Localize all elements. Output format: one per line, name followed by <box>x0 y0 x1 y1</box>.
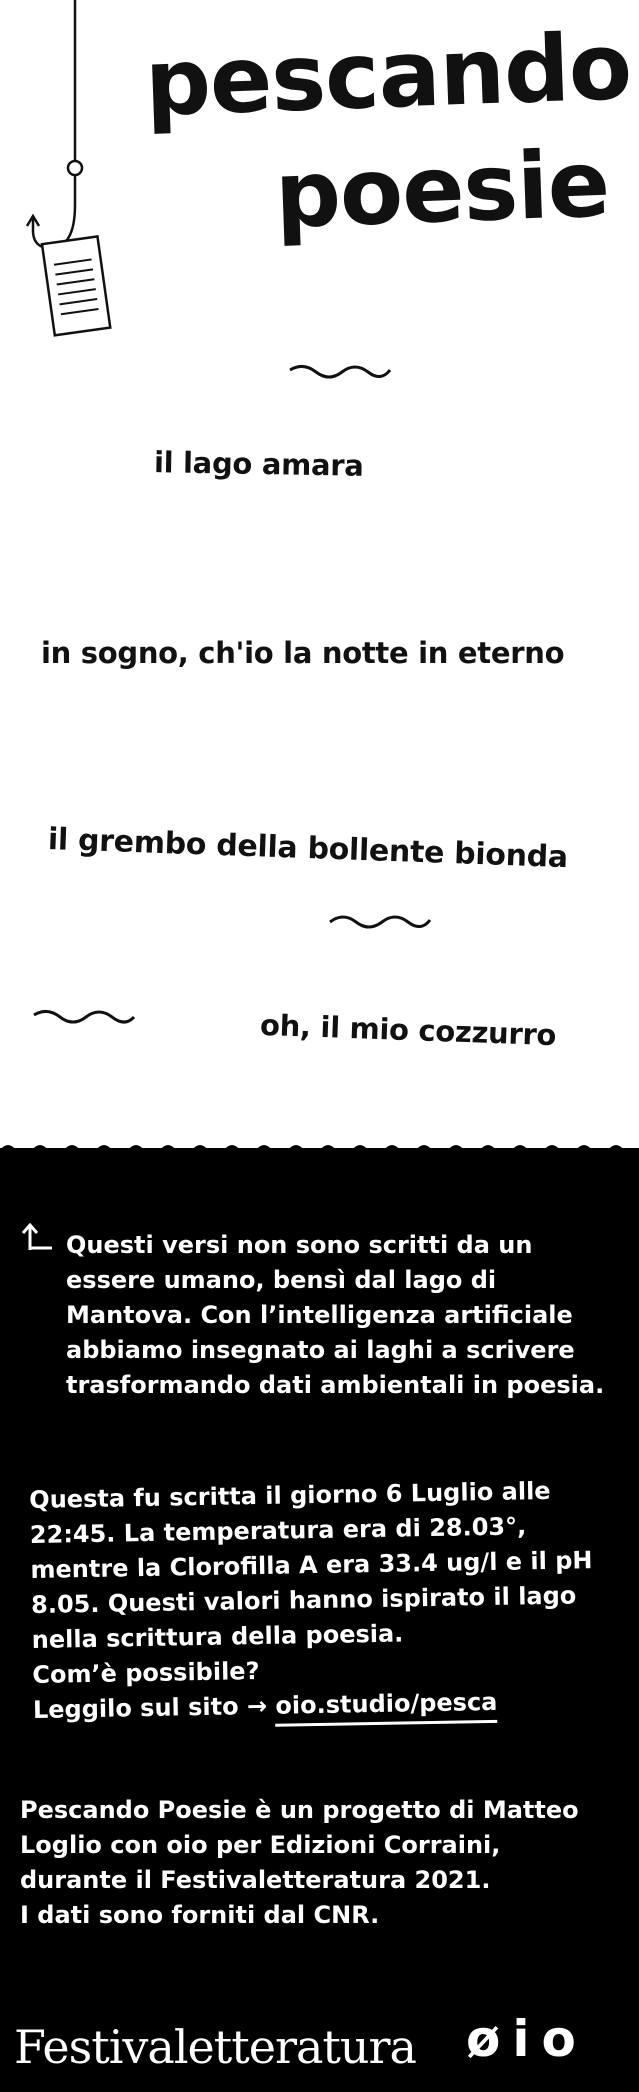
oio-logo-letter: o <box>541 2010 588 2068</box>
data-text: Questa fu scritta il giorno 6 Luglio alle 22:45. La temperatura era di 28.03°, mentre la Clorofilla A era 33.4 ug/l e il pH 8.05. Questi valori hanno ispirato il lago nella scrittura della poesia. <box>29 1476 593 1654</box>
poem-line: in sogno, ch'io la notte in eterno <box>41 636 565 670</box>
read-prefix: Leggilo sul sito → <box>32 1691 268 1724</box>
oio-logo-letter: i <box>512 2010 542 2068</box>
fishing-hook-icon <box>20 0 130 345</box>
wave-divider-icon <box>288 362 392 382</box>
page-title-line2: poesie <box>273 130 611 249</box>
data-source-text: I dati sono forniti dal CNR. <box>20 1901 380 1929</box>
oio-logo <box>466 2010 588 2068</box>
poem-line: il lago amara <box>153 445 364 483</box>
question-text: Com’è possibile? <box>32 1657 260 1689</box>
poem-data-description <box>29 1473 633 1728</box>
credits-text: Pescando Poesie è un progetto di Matteo Loglio con oio per Edizioni Corraini, durante il Festivaletteratura 2021. <box>20 1796 579 1894</box>
oio-logo-letter: ø <box>466 2010 513 2068</box>
arrow-up-left-icon <box>20 1220 54 1254</box>
credits <box>20 1793 580 1933</box>
festivaletteratura-logo: Festivaletteratura <box>14 2020 416 2074</box>
poem-line: oh, il mio cozzurro <box>259 1007 557 1053</box>
wave-edge <box>0 1140 639 1160</box>
page-title-line1: pescando <box>143 13 633 137</box>
wave-divider-icon <box>328 912 432 932</box>
website-link[interactable]: oio.studio/pesca <box>275 1688 498 1727</box>
wave-divider-icon <box>32 1007 136 1027</box>
project-intro: Questi versi non sono scritti da un essere umano, bensì dal lago di Mantova. Con l’intelligenza artificiale abbiamo insegnato ai laghi a scrivere trasformando dati ambientali in poesia. <box>66 1231 605 1399</box>
poem-line: il grembo della bollente bionda <box>47 822 569 876</box>
